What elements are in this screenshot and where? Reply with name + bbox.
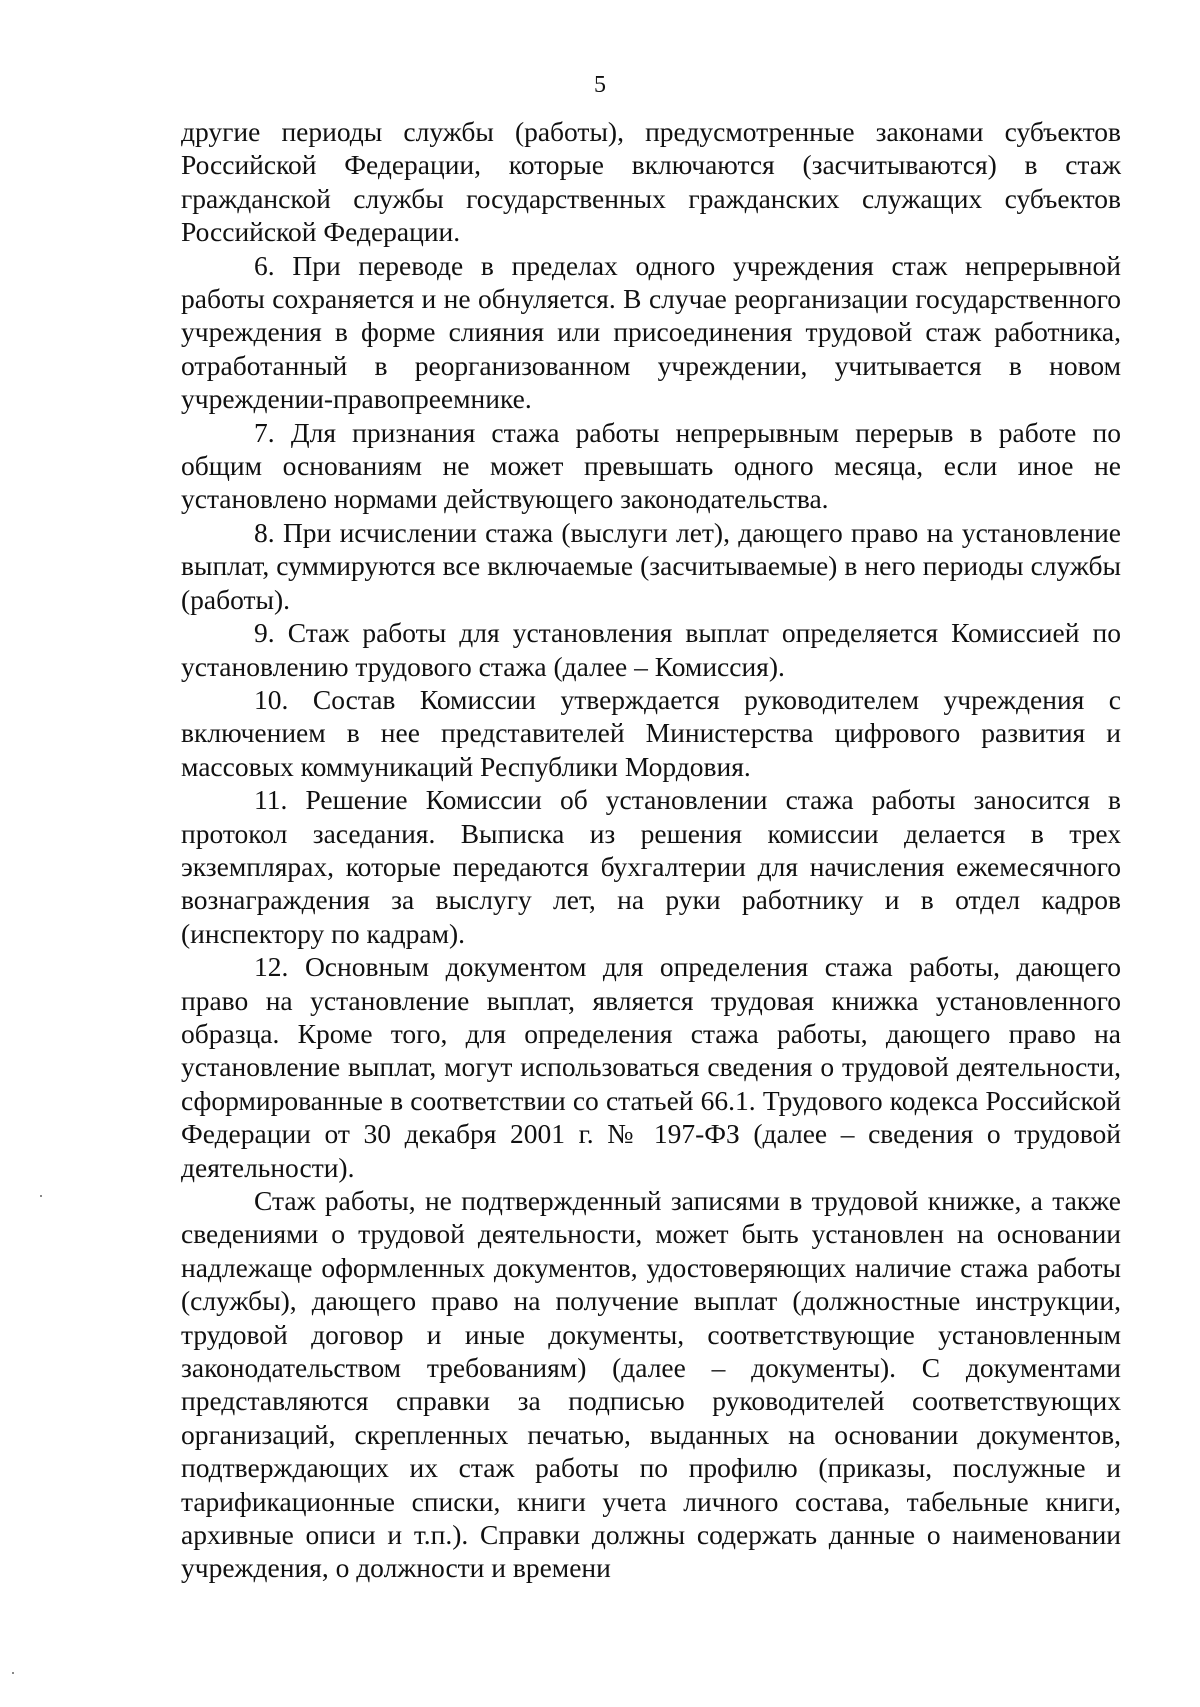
paragraph-item-6: 6. При переводе в пределах одного учреждения стаж непрерывной работы сохраняется и не обнуляется. В случае реорганизации государственного учреждения в форме слияния или присоединения трудовой стаж работника, отработанный в реорганизованном учреждении, учитывается в новом учреждении-правопреемнике.	[181, 249, 1121, 415]
document-body	[181, 115, 1121, 1585]
paragraph-item-10: 10. Состав Комиссии утверждается руководителем учреждения с включением в нее представителей Министерства цифрового развития и массовых коммуникаций Республики Мордовия.	[181, 683, 1121, 782]
paragraph-item-12: 12. Основным документом для определения стажа работы, дающего право на установление выплат, является трудовая книжка установленного образца. Кроме того, для определения стажа работы, дающего право на установление выплат, могут использоваться сведения о трудовой деятельности, сформированные в соответствии со статьей 66.1. Трудового кодекса Российской Федерации от 30 декабря 2001 г. № 197-ФЗ (далее – сведения о трудовой деятельности).	[181, 951, 1121, 1183]
scan-speck	[40, 1195, 42, 1197]
page-number: 5	[594, 72, 606, 98]
scan-speck	[12, 1672, 14, 1674]
paragraph-item-7: 7. Для признания стажа работы непрерывным перерыв в работе по общим основаниям не может превышать одного месяца, если иное не установлено нормами действующего законодательства.	[181, 416, 1121, 515]
paragraph-item-9: 9. Стаж работы для установления выплат определяется Комиссией по установлению трудового стажа (далее – Комиссия).	[181, 617, 1121, 682]
paragraph-item-8: 8. При исчислении стажа (выслуги лет), дающего право на установление выплат, суммируются все включаемые (засчитываемые) в него периоды службы (работы).	[181, 516, 1121, 615]
paragraph-item-12-continuation: Стаж работы, не подтвержденный записями в трудовой книжке, а также сведениями о трудовой деятельности, может быть установлен на основании надлежаще оформленных документов, удостоверяющих наличие стажа работы (службы), дающего право на получение выплат (должностные инструкции, трудовой договор и иные документы, соответствующие установленным законодательством требованиям) (далее – документы). С документами представляются справки за подписью руководителей соответствующих организаций, скрепленных печатью, выданных на основании документов, подтверждающих их стаж работы по профилю (приказы, послужные и тарификационные списки, книги учета личного состава, табельные книги, архивные описи и т.п.). Справки должны содержать данные о наименовании учреждения, о должности и времени	[181, 1185, 1121, 1584]
paragraph-continuation: другие периоды службы (работы), предусмотренные законами субъектов Российской Федерации, которые включаются (засчитываются) в стаж гражданской службы государственных гражданских служащих субъектов Российской Федерации.	[181, 116, 1121, 248]
paragraph-item-11: 11. Решение Комиссии об установлении стажа работы заносится в протокол заседания. Выписка из решения комиссии делается в трех экземплярах, которые передаются бухгалтерии для начисления ежемесячного вознаграждения за выслугу лет, на руки работнику и в отдел кадров (инспектору по кадрам).	[181, 784, 1121, 949]
